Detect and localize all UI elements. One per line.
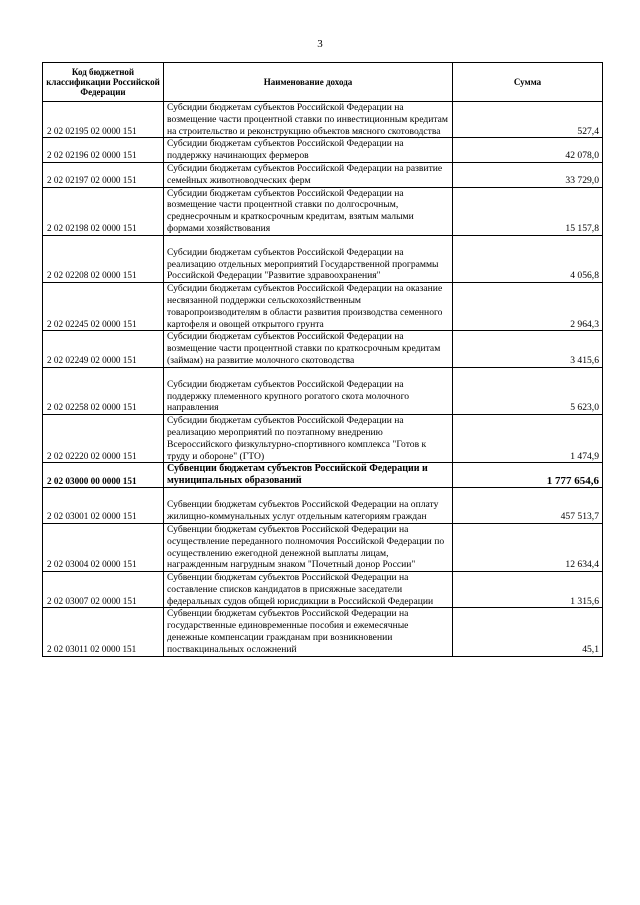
name-cell: Субсидии бюджетам субъектов Российской Федерации на развитие семейных животноводческих ферм — [164, 162, 453, 187]
table-row — [43, 102, 603, 138]
name-cell: Субсидии бюджетам субъектов Российской Федерации на оказание несвязанной поддержки сельскохозяйственным товаропроизводителям в области развития производства семенного картофеля и овощей открытого грунта — [164, 283, 453, 331]
code-cell: 2 02 03000 00 0000 151 — [43, 463, 164, 488]
table-row — [43, 523, 603, 571]
table-row — [43, 162, 603, 187]
name-cell: Субсидии бюджетам субъектов Российской Федерации на поддержку начинающих фермеров — [164, 138, 453, 163]
table-row — [43, 187, 603, 235]
table-row — [43, 608, 603, 656]
sum-cell: 1 474,9 — [453, 415, 603, 463]
code-cell: 2 02 02197 02 0000 151 — [43, 162, 164, 187]
code-cell: 2 02 02198 02 0000 151 — [43, 187, 164, 235]
sum-cell: 45,1 — [453, 608, 603, 656]
sum-cell: 2 964,3 — [453, 283, 603, 331]
table-row — [43, 235, 603, 282]
revenue-table — [42, 62, 603, 657]
code-cell: 2 02 02208 02 0000 151 — [43, 235, 164, 282]
header-code: Код бюджетной классификации Российской Федерации — [43, 63, 164, 102]
code-cell: 2 02 02249 02 0000 151 — [43, 331, 164, 367]
name-cell: Субсидии бюджетам субъектов Российской Федерации на реализацию мероприятий по поэтапному внедрению Всероссийского физкультурно-спортивного комплекса "Готов к труду и обороне" (ГТО) — [164, 415, 453, 463]
table-header-row — [43, 63, 603, 102]
sum-cell: 1 315,6 — [453, 572, 603, 608]
sum-cell: 42 078,0 — [453, 138, 603, 163]
name-cell: Субсидии бюджетам субъектов Российской Федерации на возмещение части процентной ставки по долгосрочным, среднесрочным и краткосрочным кредитам, взятым малыми формами хозяйствования — [164, 187, 453, 235]
name-cell: Субсидии бюджетам субъектов Российской Федерации на реализацию отдельных мероприятий Государственной программы Российской Федерации "Развитие здравоохранения" — [164, 235, 453, 282]
name-cell: Субвенции бюджетам субъектов Российской Федерации и муниципальных образований — [164, 463, 453, 488]
table-body — [43, 102, 603, 657]
code-cell: 2 02 02258 02 0000 151 — [43, 367, 164, 414]
table-row — [43, 138, 603, 163]
code-cell: 2 02 02196 02 0000 151 — [43, 138, 164, 163]
sum-cell: 12 634,4 — [453, 523, 603, 571]
header-sum: Сумма — [453, 63, 603, 102]
sum-cell: 527,4 — [453, 102, 603, 138]
code-cell: 2 02 03004 02 0000 151 — [43, 523, 164, 571]
sum-cell: 457 513,7 — [453, 488, 603, 524]
code-cell: 2 02 02195 02 0000 151 — [43, 102, 164, 138]
header-name: Наименование дохода — [164, 63, 453, 102]
sum-cell: 5 623,0 — [453, 367, 603, 414]
sum-cell: 1 777 654,6 — [453, 463, 603, 488]
page-number: 3 — [317, 38, 323, 50]
name-cell: Субвенции бюджетам субъектов Российской Федерации на осуществление переданного полномочия Российской Федерации по осуществлению ежегодной денежной выплаты лицам, награжденным нагрудным знаком "Почетный донор России" — [164, 523, 453, 571]
name-cell: Субвенции бюджетам субъектов Российской Федерации на составление списков кандидатов в присяжные заседатели федеральных судов общей юрисдикции в Российской Федерации — [164, 572, 453, 608]
name-cell: Субвенции бюджетам субъектов Российской Федерации на оплату жилищно-коммунальных услуг отдельным категориям граждан — [164, 488, 453, 524]
table-row — [43, 415, 603, 463]
code-cell: 2 02 03007 02 0000 151 — [43, 572, 164, 608]
code-cell: 2 02 02220 02 0000 151 — [43, 415, 164, 463]
sum-cell: 4 056,8 — [453, 235, 603, 282]
sum-cell: 33 729,0 — [453, 162, 603, 187]
sum-cell: 3 415,6 — [453, 331, 603, 367]
table-row — [43, 367, 603, 414]
table-row — [43, 463, 603, 488]
table-row — [43, 283, 603, 331]
name-cell: Субвенции бюджетам субъектов Российской Федерации на государственные единовременные пособия и ежемесячные денежные компенсации гражданам при возникновении поствакцинальных осложнений — [164, 608, 453, 656]
name-cell: Субсидии бюджетам субъектов Российской Федерации на возмещение части процентной ставки по инвестиционным кредитам на строительство и реконструкцию объектов мясного скотоводства — [164, 102, 453, 138]
code-cell: 2 02 03011 02 0000 151 — [43, 608, 164, 656]
name-cell: Субсидии бюджетам субъектов Российской Федерации на поддержку племенного крупного рогатого скота молочного направления — [164, 367, 453, 414]
sum-cell: 15 157,8 — [453, 187, 603, 235]
code-cell: 2 02 02245 02 0000 151 — [43, 283, 164, 331]
code-cell: 2 02 03001 02 0000 151 — [43, 488, 164, 524]
table-row — [43, 331, 603, 367]
name-cell: Субсидии бюджетам субъектов Российской Федерации на возмещение части процентной ставки по краткосрочным кредитам (займам) на развитие молочного скотоводства — [164, 331, 453, 367]
table-row — [43, 572, 603, 608]
table-row — [43, 488, 603, 524]
